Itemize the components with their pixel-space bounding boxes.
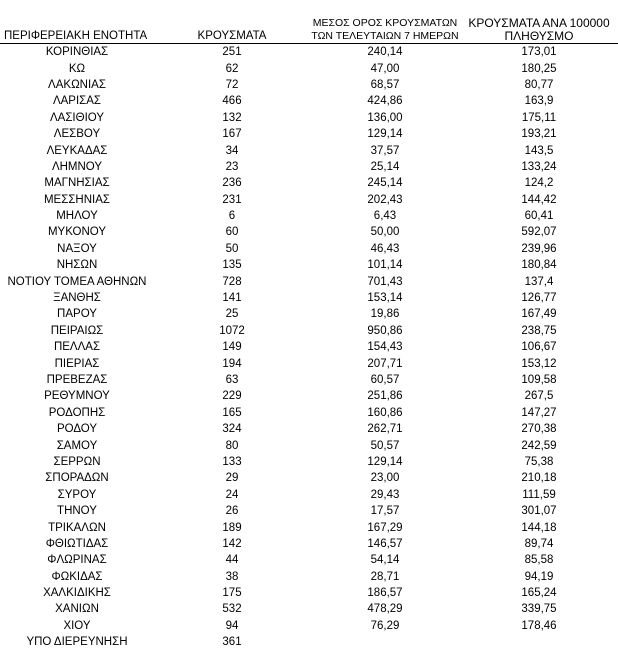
cell-avg7: 167,29 xyxy=(367,521,403,534)
cases-table xyxy=(0,10,618,650)
header-avg7-line2: ΤΩΝ ΤΕΛΕΥΤΑΙΩΝ 7 ΗΜΕΡΩΝ xyxy=(311,30,459,42)
cell-region: ΣΥΡΟΥ xyxy=(57,488,97,501)
cell-avg7: 68,57 xyxy=(370,78,400,91)
table-row xyxy=(0,60,618,76)
cell-cases: 141 xyxy=(222,292,242,305)
cell-region: ΡΕΘΥΜΝΟΥ xyxy=(44,390,110,403)
table-row xyxy=(0,388,618,404)
cell-avg7: 202,43 xyxy=(367,193,403,206)
table-row xyxy=(0,569,618,585)
cell-avg7: 101,14 xyxy=(367,259,403,272)
cell-per100k: 137,4 xyxy=(524,275,554,288)
cell-region: ΛΕΣΒΟΥ xyxy=(53,128,101,141)
table-row xyxy=(0,273,618,289)
cell-region: ΧΙΟΥ xyxy=(63,619,91,632)
cell-region: ΠΙΕΡΙΑΣ xyxy=(54,357,100,370)
table-row xyxy=(0,192,618,208)
cell-cases: 361 xyxy=(222,636,242,649)
cell-avg7: 47,00 xyxy=(370,62,400,75)
cell-region: ΚΩ xyxy=(68,62,86,75)
cell-per100k: 242,59 xyxy=(521,439,557,452)
cell-per100k: 592,07 xyxy=(521,226,557,239)
cell-cases: 165 xyxy=(222,406,242,419)
cell-cases: 34 xyxy=(225,144,239,157)
table-row xyxy=(0,339,618,355)
cell-cases: 24 xyxy=(225,488,239,501)
cell-per100k: 147,27 xyxy=(521,406,557,419)
cell-region: ΠΑΡΟΥ xyxy=(57,308,97,321)
cell-avg7: 19,86 xyxy=(370,308,400,321)
cell-region: ΦΛΩΡΙΝΑΣ xyxy=(47,554,107,567)
cell-cases: 50 xyxy=(225,242,239,255)
cell-avg7 xyxy=(310,634,460,650)
cell-avg7: 146,57 xyxy=(367,537,403,550)
cell-avg7: 25,14 xyxy=(370,160,400,173)
cell-per100k: 109,58 xyxy=(521,374,557,386)
cell-region: ΝΑΞΟΥ xyxy=(57,242,97,255)
cell-per100k: 60,41 xyxy=(524,210,554,223)
table-row xyxy=(0,536,618,552)
cell-region: ΡΟΔΟΠΗΣ xyxy=(48,406,106,419)
cell-per100k: 167,49 xyxy=(521,308,557,321)
cell-per100k: 239,96 xyxy=(521,242,557,255)
cell-per100k: 126,77 xyxy=(521,292,557,305)
cell-avg7: 153,14 xyxy=(367,292,403,305)
cell-avg7: 46,43 xyxy=(370,242,400,255)
cell-cases: 189 xyxy=(222,521,242,534)
cell-region: ΝΟΤΙΟΥ ΤΟΜΕΑ ΑΘΗΝΩΝ xyxy=(7,275,147,288)
cell-region: ΜΥΚΟΝΟΥ xyxy=(47,226,107,239)
cell-region: ΛΕΥΚΑΔΑΣ xyxy=(46,144,108,157)
cell-per100k: 267,5 xyxy=(524,390,554,403)
table-row xyxy=(0,454,618,470)
cell-avg7: 60,57 xyxy=(370,374,400,386)
cell-per100k: 180,25 xyxy=(521,62,557,75)
table-row xyxy=(0,372,618,388)
header-row xyxy=(0,10,618,44)
table-row xyxy=(0,355,618,371)
table-row xyxy=(0,290,618,306)
cell-region: ΣΕΡΡΩΝ xyxy=(53,455,101,468)
cell-region: ΡΟΔΟΥ xyxy=(56,423,98,436)
cell-cases: 236 xyxy=(222,177,242,190)
cell-avg7: 28,71 xyxy=(370,570,400,583)
cell-avg7: 6,43 xyxy=(373,210,397,223)
cell-avg7: 136,00 xyxy=(367,111,403,124)
cell-region: ΜΗΛΟΥ xyxy=(56,210,98,223)
cell-cases: 6 xyxy=(228,210,236,223)
cell-region: ΣΑΜΟΥ xyxy=(56,439,98,452)
table-row xyxy=(0,110,618,126)
cell-per100k: 163,9 xyxy=(524,95,554,108)
cell-per100k: 153,12 xyxy=(521,357,557,370)
cell-region: ΜΑΓΝΗΣΙΑΣ xyxy=(44,177,110,190)
cell-per100k: 238,75 xyxy=(521,324,557,337)
cell-avg7: 154,43 xyxy=(367,341,403,354)
cell-region: ΛΗΜΝΟΥ xyxy=(51,160,103,173)
table-row xyxy=(0,126,618,142)
table-row xyxy=(0,208,618,224)
table-row xyxy=(0,405,618,421)
table-row xyxy=(0,519,618,535)
cell-per100k: 173,01 xyxy=(521,46,557,59)
cell-region: ΛΑΡΙΣΑΣ xyxy=(52,95,102,108)
cell-cases: 142 xyxy=(222,537,242,550)
cell-avg7: 129,14 xyxy=(367,128,403,141)
cell-cases: 132 xyxy=(222,111,242,124)
cell-per100k: 111,59 xyxy=(522,488,556,501)
cell-region: ΠΕΛΛΑΣ xyxy=(53,341,101,354)
cell-cases: 532 xyxy=(222,603,242,616)
cell-cases: 25 xyxy=(225,308,239,321)
cell-per100k: 80,77 xyxy=(524,78,554,91)
cell-avg7: 129,14 xyxy=(367,455,403,468)
cell-avg7: 76,29 xyxy=(370,619,400,632)
cell-cases: 135 xyxy=(222,259,242,272)
cell-per100k: 143,5 xyxy=(524,144,554,157)
header-per100k-line2: ΠΛΗΘΥΣΜΟ xyxy=(504,29,574,43)
cell-per100k: 144,18 xyxy=(521,521,557,534)
cell-per100k: 178,46 xyxy=(521,619,557,632)
header-cases: ΚΡΟΥΣΜΑΤΑ xyxy=(154,10,310,44)
cell-cases: 229 xyxy=(222,390,242,403)
cell-avg7: 251,86 xyxy=(367,390,403,403)
cell-cases: 133 xyxy=(222,455,242,468)
cell-region: ΜΕΣΣΗΝΙΑΣ xyxy=(43,193,111,206)
cell-avg7: 424,86 xyxy=(367,95,403,108)
cell-per100k: 339,75 xyxy=(521,603,557,616)
cell-cases: 60 xyxy=(225,226,239,239)
table-row xyxy=(0,257,618,273)
cell-avg7: 478,29 xyxy=(367,603,403,616)
cell-per100k: 89,74 xyxy=(524,537,554,550)
cell-cases: 38 xyxy=(225,570,239,583)
cell-per100k: 106,67 xyxy=(521,341,557,354)
cell-cases: 466 xyxy=(222,95,242,108)
cell-per100k: 165,24 xyxy=(521,587,557,600)
cell-cases: 149 xyxy=(222,341,242,354)
cell-per100k: 180,84 xyxy=(521,259,557,272)
cell-region: ΧΑΛΚΙΔΙΚΗΣ xyxy=(43,587,111,600)
cell-per100k: 193,21 xyxy=(521,128,557,141)
cell-cases: 80 xyxy=(225,439,239,452)
header-per100k xyxy=(460,10,618,44)
cell-avg7: 701,43 xyxy=(367,275,403,288)
cell-per100k: 301,07 xyxy=(521,505,557,518)
table-body xyxy=(0,44,618,651)
cell-cases: 23 xyxy=(225,160,239,173)
cell-region: ΤΗΝΟΥ xyxy=(57,505,97,518)
table-row xyxy=(0,44,618,61)
cell-avg7: 29,43 xyxy=(370,488,400,501)
table-row xyxy=(0,487,618,503)
cell-cases: 63 xyxy=(225,374,239,386)
table-row xyxy=(0,552,618,568)
cell-per100k xyxy=(460,634,618,650)
cell-avg7: 17,57 xyxy=(370,505,400,518)
cell-region: ΥΠΟ ΔΙΕΡΕΥΝΗΣΗ xyxy=(26,636,128,649)
table-row xyxy=(0,159,618,175)
cell-region: ΛΑΣΙΘΙΟΥ xyxy=(49,111,105,124)
cell-avg7: 160,86 xyxy=(367,406,403,419)
cell-cases: 167 xyxy=(222,128,242,141)
table-row xyxy=(0,93,618,109)
cell-cases: 44 xyxy=(225,554,239,567)
cell-per100k: 270,38 xyxy=(521,423,557,436)
header-avg7-line1: ΜΕΣΟΣ ΟΡΟΣ ΚΡΟΥΣΜΑΤΩΝ xyxy=(312,17,458,29)
cell-per100k: 94,19 xyxy=(524,570,554,583)
table-row xyxy=(0,142,618,158)
cell-per100k: 75,38 xyxy=(524,455,554,468)
cell-avg7: 37,57 xyxy=(370,144,400,157)
cell-avg7: 23,00 xyxy=(370,472,400,485)
cell-region: ΧΑΝΙΩΝ xyxy=(55,603,99,616)
header-avg7 xyxy=(310,10,460,44)
cell-cases: 29 xyxy=(225,472,239,485)
cell-avg7: 186,57 xyxy=(367,587,403,600)
cell-cases: 94 xyxy=(225,619,239,632)
cell-per100k: 124,2 xyxy=(524,177,554,190)
cell-avg7: 50,00 xyxy=(370,226,400,239)
table-row xyxy=(0,618,618,634)
cell-avg7: 240,14 xyxy=(367,46,403,59)
table-row xyxy=(0,241,618,257)
cell-avg7: 54,14 xyxy=(370,554,400,567)
cell-region: ΤΡΙΚΑΛΩΝ xyxy=(48,521,106,534)
cell-avg7: 245,14 xyxy=(367,177,403,190)
table-row xyxy=(0,306,618,322)
cell-region: ΛΑΚΩΝΙΑΣ xyxy=(48,78,106,91)
cell-cases: 72 xyxy=(225,78,239,91)
table-row xyxy=(0,437,618,453)
table-row xyxy=(0,421,618,437)
table-row xyxy=(0,601,618,617)
cell-region: ΞΑΝΘΗΣ xyxy=(53,292,101,305)
table-row xyxy=(0,224,618,240)
header-region: ΠΕΡΙΦΕΡΕΙΑΚΗ ΕΝΟΤΗΤΑ xyxy=(0,10,154,44)
table-row xyxy=(0,585,618,601)
table-row xyxy=(0,634,618,650)
cell-region: ΦΘΙΩΤΙΔΑΣ xyxy=(45,537,109,550)
cell-cases: 324 xyxy=(222,423,242,436)
cell-cases: 728 xyxy=(222,275,242,288)
cell-region: ΠΡΕΒΕΖΑΣ xyxy=(46,374,108,386)
cell-region: ΚΟΡΙΝΘΙΑΣ xyxy=(45,46,109,59)
cell-avg7: 50,57 xyxy=(370,439,400,452)
cell-per100k: 175,11 xyxy=(521,111,557,124)
cell-per100k: 133,24 xyxy=(521,160,557,173)
cell-region: ΦΩΚΙΔΑΣ xyxy=(51,570,103,583)
cell-cases: 26 xyxy=(225,505,239,518)
cell-region: ΝΗΣΩΝ xyxy=(56,259,98,272)
cell-cases: 251 xyxy=(222,46,242,59)
table-row xyxy=(0,503,618,519)
cell-cases: 175 xyxy=(222,587,242,600)
cell-cases: 62 xyxy=(225,62,239,75)
cell-region: ΣΠΟΡΑΔΩΝ xyxy=(45,472,109,485)
cell-avg7: 262,71 xyxy=(367,423,403,436)
table-row xyxy=(0,470,618,486)
cell-avg7: 950,86 xyxy=(367,324,403,337)
table-row xyxy=(0,323,618,339)
cell-region: ΠΕΙΡΑΙΩΣ xyxy=(50,324,104,337)
cell-cases: 1072 xyxy=(219,324,245,337)
cell-per100k: 210,18 xyxy=(521,472,557,485)
table-row xyxy=(0,175,618,191)
header-per100k-line1: ΚΡΟΥΣΜΑΤΑ ΑΝΑ 100000 xyxy=(468,16,610,30)
table-row xyxy=(0,77,618,93)
cell-per100k: 144,42 xyxy=(521,193,557,206)
cell-cases: 194 xyxy=(222,357,242,370)
cell-cases: 231 xyxy=(222,193,242,206)
cell-per100k: 85,58 xyxy=(524,554,554,567)
cell-avg7: 207,71 xyxy=(367,357,403,370)
